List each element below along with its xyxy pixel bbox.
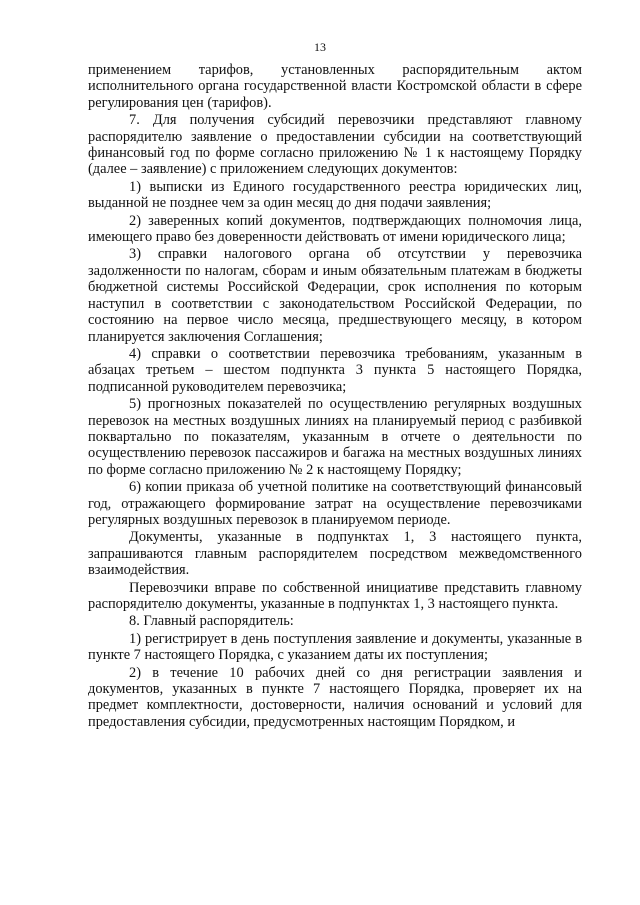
- paragraph-item-7: 7. Для получения субсидий перевозчики представляют главному распорядителю заявление о предоставлении субсидии на соответствующий финансовый год по форме согласно приложению № 1 к настоящему Порядку (далее – заявление) с приложением следующих документов:: [88, 112, 582, 178]
- paragraph-item-8: 8. Главный распорядитель:: [129, 613, 294, 630]
- paragraph-own-initiative: Перевозчики вправе по собственной инициативе представить главному распорядителю документы, указанные в подпунктах 1, 3 настоящего пункта.: [88, 579, 582, 612]
- paragraph-subitem-7-2: 2) заверенных копий документов, подтверждающих полномочия лица, имеющего право без доверенности действовать от имени юридического лица;: [88, 212, 582, 246]
- paragraph-subitem-7-5: 5) прогнозных показателей по осуществлению регулярных воздушных перевозок на местных воздушных линиях на планируемый период с разбивкой поквартально по показателям, указанным в отчете о деятельности по осуществлению перевозок пассажиров и багажа на местных воздушных линиях по форме согласно приложению № 2 к настоящему Порядку;: [88, 396, 582, 478]
- paragraph-subitem-8-2: 2) в течение 10 рабочих дней со дня регистрации заявления и документов, указанных в пункте 7 настоящего Порядка, проверяет их на предмет комплектности, достоверности, наличия оснований и условий для предоставления субсидии, предусмотренных настоящим Порядком, и: [88, 664, 582, 730]
- paragraph-tariffs-continuation: применением тарифов, установленных распорядительным актом исполнительного органа государственной власти Костромской области в сфере регулирования цен (тарифов).: [88, 62, 582, 111]
- paragraph-subitem-7-3: 3) справки налогового органа об отсутствии у перевозчика задолженности по налогам, сборам и иным обязательным платежам в бюджеты бюджетной системы Российской Федерации, срок исполнения по которым наступил в соответствии с законодательством Российской Федерации, по состоянию на первое число месяца, предшествующего месяцу, в котором планируется заключения Соглашения;: [88, 246, 582, 345]
- paragraph-subitem-7-4: 4) справки о соответствии перевозчика требованиям, указанным в абзацах третьем – шестом подпункта 3 пункта 5 настоящего Порядка, подписанной руководителем перевозчика;: [88, 345, 582, 395]
- page-number: 13: [314, 40, 326, 54]
- paragraph-subitem-8-1: 1) регистрирует в день поступления заявление и документы, указанные в пункте 7 настоящего Порядка, с указанием даты их поступления;: [88, 630, 582, 664]
- paragraph-interagency-request: Документы, указанные в подпунктах 1, 3 настоящего пункта, запрашиваются главным распорядителем посредством межведомственного взаимодействия.: [88, 529, 582, 579]
- paragraph-subitem-7-1: 1) выписки из Единого государственного реестра юридических лиц, выданной не позднее чем за один месяц до дня подачи заявления;: [88, 178, 582, 212]
- paragraph-subitem-7-6: 6) копии приказа об учетной политике на соответствующий финансовый год, отражающего формирование затрат на осуществление перевозчиками регулярных воздушных перевозок в планируемом периоде.: [88, 479, 582, 528]
- document-body: [88, 62, 582, 731]
